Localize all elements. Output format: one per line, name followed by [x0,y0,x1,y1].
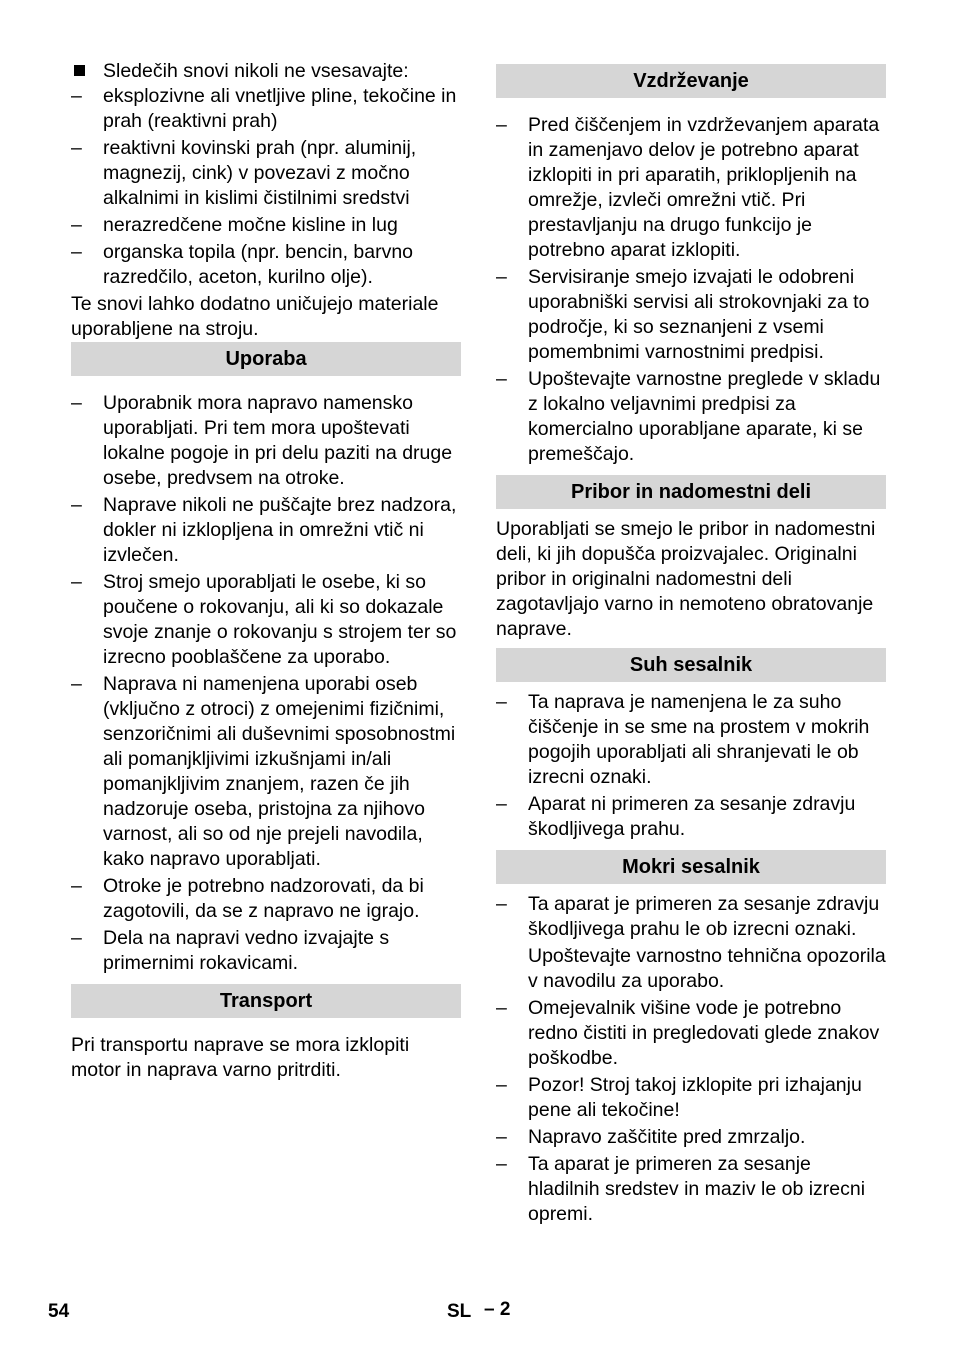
list-item: – Omejevalnik višine vode je potrebno redno čistiti in pregledovati glede znakov poškodbe. [496,997,880,1069]
section-heading-vzdrzevanje: Vzdrževanje [496,64,886,98]
list-item: – eksplozivne ali vnetljive pline, tekočine in prah (reaktivni prah) [71,85,457,132]
suh-list [496,690,886,842]
list-item: – Naprave nikoli ne puščajte brez nadzora, dokler ni izklopljena in omrežni vtič ni izvlečen. [71,494,457,566]
list-item: – Ta aparat je primeren za sesanje zdravju škodljivega prahu le ob izrecni oznaki. Upoštevajte varnostno tehnična opozorila v navodilu za uporabo. [496,893,886,992]
section-heading-pribor: Pribor in nadomestni deli [496,475,886,509]
pribor-text: Uporabljati se smejo le pribor in nadomestni deli, ki jih dopušča proizvajalec. Originalni pribor in originalni nadomestni deli zagotavljajo varno in nemoteno obratovanje naprave. [496,518,876,640]
intro-note: Te snovi lahko dodatno uničujejo materiale uporabljene na stroju. [71,293,439,340]
right-column [496,64,886,1229]
list-item-subtext: Upoštevajte varnostno tehnična opozorila v navodilu za uporabo. [528,945,886,992]
dash-bullet-icon: – [496,1126,507,1148]
list-item: – Servisiranje smejo izvajati le odobreni uporabniški servisi ali strokovnjaki za to področje, ki so seznanjeni z vsemi pomembnimi varnostnimi predpisi. [496,266,870,363]
dash-bullet-icon: – [496,1074,507,1096]
intro-lead: Sledečih snovi nikoli ne vsesavajte: [103,60,409,82]
uporaba-list [71,391,461,976]
mokri-list [496,892,886,1227]
list-item: – Pred čiščenjem in vzdrževanjem aparata in zamenjavo delov je potrebno aparat izklopiti in pri aparatih, priklopljenih na omrežje, izvleči omrežni vtič. Pri prestavljanju na drugo funkcijo je potrebno aparat izklopiti. [496,114,880,261]
dash-bullet-icon: – [496,114,507,136]
dash-bullet-icon: – [71,85,82,107]
vzdrzevanje-list [496,113,886,467]
language-code: SL [447,1301,472,1322]
dash-bullet-icon: – [496,1153,507,1175]
page-number: 54 [48,1301,70,1322]
dash-bullet-icon: – [71,241,82,263]
dash-bullet-icon: – [496,266,507,288]
dash-bullet-icon: – [496,893,507,915]
list-item: – organska topila (npr. bencin, barvno razredčilo, aceton, kurilno olje). [71,241,414,288]
dash-bullet-icon: – [71,137,82,159]
section-heading-mokri-sesalnik: Mokri sesalnik [496,850,886,884]
list-item: – Napravo zaščitite pred zmrzaljo. [496,1126,806,1148]
dash-bullet-icon: – [71,673,82,695]
list-item: – Dela na napravi vedno izvajajte s primernimi rokavicami. [71,927,390,974]
dash-bullet-icon: – [71,214,82,236]
section-heading-transport: Transport [71,984,461,1018]
list-item: – Uporabnik mora napravo namensko uporabljati. Pri tem mora upoštevati lokalne pogoje in pri delu paziti na druge osebe, predvsem na otroke. [71,392,453,489]
dash-bullet-icon: – [496,997,507,1019]
intro-lead-item [71,59,461,84]
list-item: – Ta aparat je primeren za sesanje hladilnih sredstev in maziv le ob izrecni opremi. [496,1153,866,1225]
section-number: – 2 [484,1299,511,1320]
list-item: – Upoštevajte varnostne preglede v skladu z lokalno veljavnimi predpisi za komercialno uporabljane aparate, ki se premeščajo. [496,368,881,465]
dash-bullet-icon: – [71,494,82,516]
dash-bullet-icon: – [496,368,507,390]
dash-bullet-icon: – [71,392,82,414]
dash-bullet-icon: – [71,927,82,949]
list-item: – Naprava ni namenjena uporabi oseb (vključno z otroci) z omejenimi fizičnimi, senzoričnimi ali duševnimi sposobnostmi ali pomanjkljivimi izkušnjami in/ali pomanjkljivim znanjem, razen če jih nadzoruje oseba, pristojna za njihovo varnost, ali so od nje prejeli navodila, kako napravo uporabljati. [71,673,456,870]
left-column [71,59,461,1083]
intro-list [71,84,461,290]
dash-bullet-icon: – [71,571,82,593]
list-item: – Ta naprava je namenjena le za suho čiščenje in se sme na prostem v mokrih pogojih uporabljati ali shranjevati le ob izrecni oznaki. [496,691,870,788]
section-heading-uporaba: Uporaba [71,342,461,376]
transport-text: Pri transportu naprave se mora izklopiti motor in naprava varno pritrditi. [71,1034,410,1081]
dash-bullet-icon: – [496,793,507,815]
square-bullet-icon [74,65,85,76]
dash-bullet-icon: – [71,875,82,897]
list-item: – reaktivni kovinski prah (npr. aluminij, magnezij, cink) v povezavi z močno alkalnimi in kislimi čistilnimi sredstvi [71,137,417,209]
list-item: – Aparat ni primeren za sesanje zdravju škodljivega prahu. [496,793,856,840]
list-item: – Otroke je potrebno nadzorovati, da bi zagotovili, da se z napravo ne igrajo. [71,875,424,922]
section-heading-suh-sesalnik: Suh sesalnik [496,648,886,682]
list-item: – nerazredčene močne kisline in lug [71,214,398,236]
list-item: – Stroj smejo uporabljati le osebe, ki so poučene o rokovanju, ali ki so dokazale svoje znanje o rokovanju s strojem ter so izrecno pooblaščene za uporabo. [71,571,457,668]
list-item: – Pozor! Stroj takoj izklopite pri izhajanju pene ali tekočine! [496,1074,862,1121]
dash-bullet-icon: – [496,691,507,713]
